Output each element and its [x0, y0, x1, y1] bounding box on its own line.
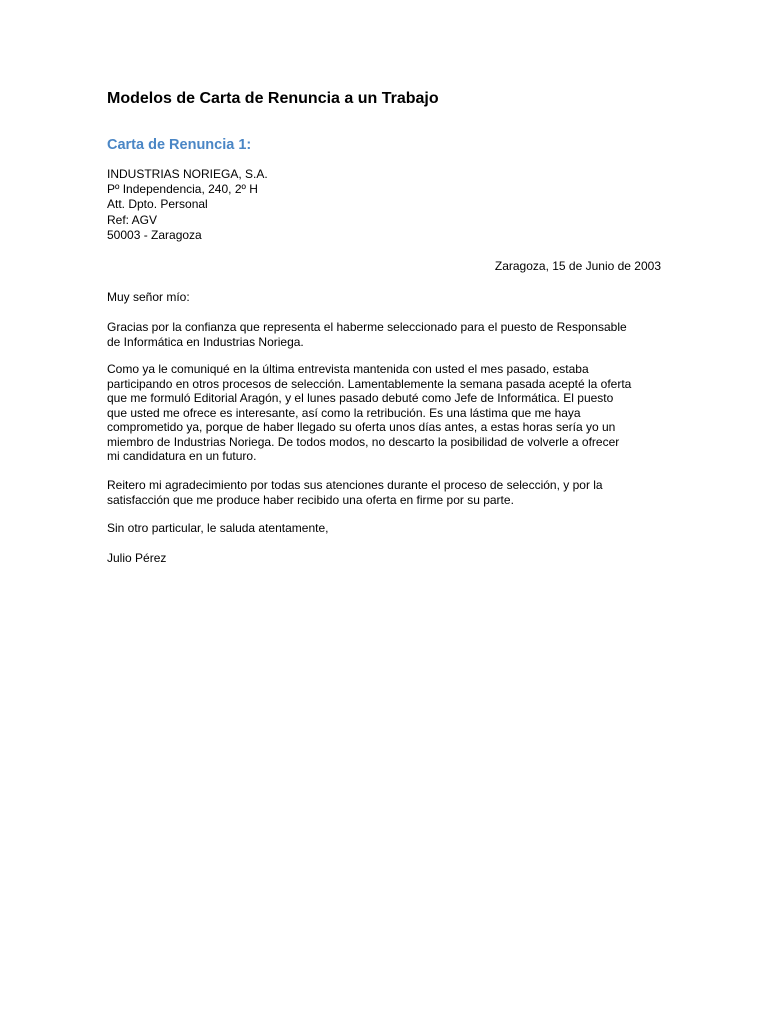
paragraph-line: que me formuló Editorial Aragón, y el lunes pasado debuté como Jefe de Informática. El puesto	[107, 391, 614, 405]
letter-date: Zaragoza, 15 de Junio de 2003	[494, 259, 661, 273]
paragraph-line: de Informática en Industrias Noriega.	[107, 334, 304, 349]
signature-name: Julio Pérez	[107, 551, 167, 565]
recipient-address	[107, 167, 268, 243]
paragraph-line: comprometido ya, porque de haber llegado su oferta unos días antes, a estas horas sería yo un	[107, 420, 616, 434]
address-line: Pº Independencia, 240, 2º H	[107, 182, 258, 197]
address-line: Att. Dpto. Personal	[107, 197, 208, 212]
paragraph-line: satisfacción que me produce haber recibido una oferta en firme por su parte.	[107, 492, 514, 507]
paragraph-line: participando en otros procesos de selección. Lamentablemente la semana pasada acepté la oferta	[107, 376, 632, 391]
paragraph-line: Como ya le comuniqué en la última entrevista mantenida con usted el mes pasado, estaba	[107, 362, 589, 376]
paragraph-line: Reitero mi agradecimiento por todas sus atenciones durante el proceso de selección, y por la	[107, 478, 603, 492]
paragraph-line: miembro de Industrias Noriega. De todos modos, no descarto la posibilidad de volverle a ofrecer	[107, 434, 620, 449]
paragraph-line: que usted me ofrece es interesante, así como la retribución. Es una lástima que me haya	[107, 405, 581, 420]
address-line: INDUSTRIAS NORIEGA, S.A.	[107, 167, 268, 181]
document-page	[107, 0, 662, 1024]
paragraph	[107, 320, 662, 349]
address-line: 50003 - Zaragoza	[107, 227, 202, 242]
document-title: Modelos de Carta de Renuncia a un Trabajo	[107, 90, 439, 107]
paragraph-line: mi candidatura en un futuro.	[107, 449, 257, 463]
letter-heading: Carta de Renuncia 1:	[107, 137, 252, 153]
salutation: Muy señor mío:	[107, 290, 190, 304]
address-line: Ref: AGV	[107, 212, 158, 227]
paragraph	[107, 362, 662, 464]
paragraph-line: Gracias por la confianza que representa el haberme seleccionado para el puesto de Responsable	[107, 320, 627, 334]
paragraph	[107, 478, 662, 507]
closing-line: Sin otro particular, le saluda atentamente,	[107, 521, 329, 535]
